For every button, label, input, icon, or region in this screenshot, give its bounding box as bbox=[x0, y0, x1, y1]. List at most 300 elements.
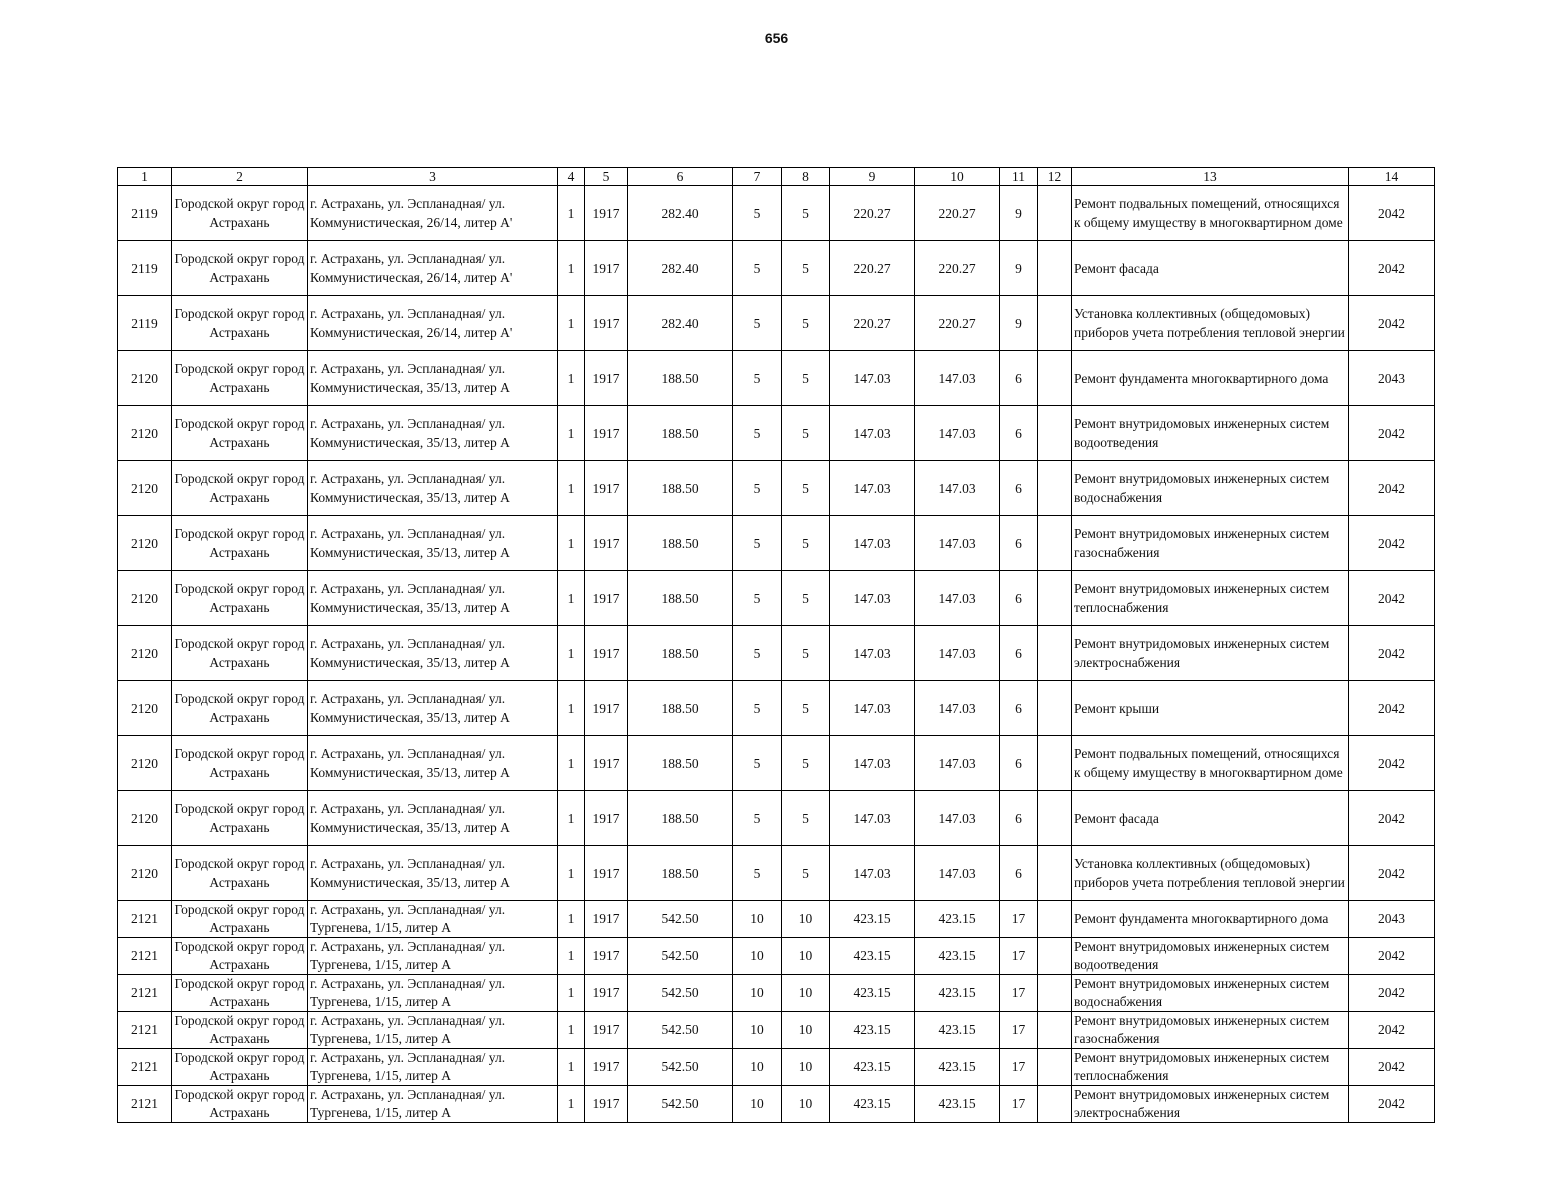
area-cell: 188.50 bbox=[628, 626, 733, 681]
col7-cell: 5 bbox=[733, 681, 782, 736]
col12-cell bbox=[1038, 351, 1072, 406]
col12-cell bbox=[1038, 1049, 1072, 1086]
year-cell: 1917 bbox=[585, 186, 628, 241]
col9-cell: 220.27 bbox=[830, 241, 915, 296]
table-row bbox=[118, 296, 1435, 351]
col10-cell: 147.03 bbox=[915, 791, 1000, 846]
municipality-cell: Городской округ город Астрахань bbox=[172, 296, 308, 351]
address-cell: г. Астрахань, ул. Эспланадная/ ул. Коммунистическая, 35/13, литер А bbox=[308, 846, 558, 901]
col12-cell bbox=[1038, 736, 1072, 791]
plan-year-cell: 2043 bbox=[1349, 901, 1435, 938]
plan-year-cell: 2042 bbox=[1349, 1086, 1435, 1123]
row-number-cell: 2119 bbox=[118, 241, 172, 296]
work-type-cell: Ремонт внутридомовых инженерных систем водоотведения bbox=[1072, 406, 1349, 461]
municipality-cell: Городской округ город Астрахань bbox=[172, 461, 308, 516]
col10-cell: 220.27 bbox=[915, 296, 1000, 351]
col7-cell: 5 bbox=[733, 351, 782, 406]
column-header-5: 5 bbox=[585, 168, 628, 186]
col11-cell: 17 bbox=[1000, 1049, 1038, 1086]
col8-cell: 5 bbox=[782, 626, 830, 681]
col9-cell: 147.03 bbox=[830, 846, 915, 901]
col8-cell: 5 bbox=[782, 571, 830, 626]
col10-cell: 147.03 bbox=[915, 626, 1000, 681]
col8-cell: 5 bbox=[782, 461, 830, 516]
col9-cell: 147.03 bbox=[830, 461, 915, 516]
col12-cell bbox=[1038, 846, 1072, 901]
table-row bbox=[118, 846, 1435, 901]
row-number-cell: 2120 bbox=[118, 626, 172, 681]
col12-cell bbox=[1038, 681, 1072, 736]
col9-cell: 423.15 bbox=[830, 975, 915, 1012]
municipality-cell: Городской округ город Астрахань bbox=[172, 681, 308, 736]
work-type-cell: Ремонт внутридомовых инженерных систем водоснабжения bbox=[1072, 975, 1349, 1012]
table-row bbox=[118, 975, 1435, 1012]
plan-year-cell: 2042 bbox=[1349, 975, 1435, 1012]
address-cell: г. Астрахань, ул. Эспланадная/ ул. Коммунистическая, 35/13, литер А bbox=[308, 351, 558, 406]
year-cell: 1917 bbox=[585, 461, 628, 516]
year-cell: 1917 bbox=[585, 241, 628, 296]
col4-cell: 1 bbox=[558, 516, 585, 571]
address-cell: г. Астрахань, ул. Эспланадная/ ул. Коммунистическая, 26/14, литер А' bbox=[308, 241, 558, 296]
col7-cell: 5 bbox=[733, 241, 782, 296]
col9-cell: 147.03 bbox=[830, 571, 915, 626]
col11-cell: 6 bbox=[1000, 681, 1038, 736]
column-header-9: 9 bbox=[830, 168, 915, 186]
municipality-cell: Городской округ город Астрахань bbox=[172, 241, 308, 296]
col12-cell bbox=[1038, 1086, 1072, 1123]
col9-cell: 423.15 bbox=[830, 1086, 915, 1123]
col9-cell: 147.03 bbox=[830, 681, 915, 736]
col11-cell: 6 bbox=[1000, 846, 1038, 901]
year-cell: 1917 bbox=[585, 736, 628, 791]
table-row bbox=[118, 901, 1435, 938]
row-number-cell: 2120 bbox=[118, 791, 172, 846]
address-cell: г. Астрахань, ул. Эспланадная/ ул. Тургенева, 1/15, литер А bbox=[308, 938, 558, 975]
area-cell: 188.50 bbox=[628, 571, 733, 626]
address-cell: г. Астрахань, ул. Эспланадная/ ул. Коммунистическая, 35/13, литер А bbox=[308, 406, 558, 461]
col4-cell: 1 bbox=[558, 1012, 585, 1049]
col12-cell bbox=[1038, 938, 1072, 975]
work-type-cell: Установка коллективных (общедомовых) приборов учета потребления тепловой энергии bbox=[1072, 296, 1349, 351]
area-cell: 542.50 bbox=[628, 975, 733, 1012]
area-cell: 188.50 bbox=[628, 351, 733, 406]
col10-cell: 423.15 bbox=[915, 1086, 1000, 1123]
col9-cell: 147.03 bbox=[830, 626, 915, 681]
column-header-10: 10 bbox=[915, 168, 1000, 186]
work-type-cell: Ремонт фасада bbox=[1072, 241, 1349, 296]
row-number-cell: 2120 bbox=[118, 406, 172, 461]
col4-cell: 1 bbox=[558, 626, 585, 681]
address-cell: г. Астрахань, ул. Эспланадная/ ул. Коммунистическая, 26/14, литер А' bbox=[308, 186, 558, 241]
col9-cell: 220.27 bbox=[830, 186, 915, 241]
col4-cell: 1 bbox=[558, 406, 585, 461]
col8-cell: 5 bbox=[782, 736, 830, 791]
row-number-cell: 2119 bbox=[118, 186, 172, 241]
col8-cell: 5 bbox=[782, 406, 830, 461]
col7-cell: 10 bbox=[733, 975, 782, 1012]
work-type-cell: Ремонт внутридомовых инженерных систем водоснабжения bbox=[1072, 461, 1349, 516]
year-cell: 1917 bbox=[585, 1049, 628, 1086]
col4-cell: 1 bbox=[558, 186, 585, 241]
column-header-3: 3 bbox=[308, 168, 558, 186]
address-cell: г. Астрахань, ул. Эспланадная/ ул. Коммунистическая, 35/13, литер А bbox=[308, 571, 558, 626]
col8-cell: 5 bbox=[782, 296, 830, 351]
col11-cell: 9 bbox=[1000, 241, 1038, 296]
col7-cell: 10 bbox=[733, 1012, 782, 1049]
area-cell: 188.50 bbox=[628, 736, 733, 791]
work-type-cell: Ремонт внутридомовых инженерных систем газоснабжения bbox=[1072, 516, 1349, 571]
year-cell: 1917 bbox=[585, 846, 628, 901]
column-header-7: 7 bbox=[733, 168, 782, 186]
col10-cell: 147.03 bbox=[915, 681, 1000, 736]
col12-cell bbox=[1038, 406, 1072, 461]
address-cell: г. Астрахань, ул. Эспланадная/ ул. Коммунистическая, 35/13, литер А bbox=[308, 516, 558, 571]
row-number-cell: 2121 bbox=[118, 1049, 172, 1086]
col7-cell: 10 bbox=[733, 1049, 782, 1086]
col7-cell: 5 bbox=[733, 571, 782, 626]
column-header-13: 13 bbox=[1072, 168, 1349, 186]
col11-cell: 6 bbox=[1000, 736, 1038, 791]
col11-cell: 6 bbox=[1000, 351, 1038, 406]
plan-year-cell: 2042 bbox=[1349, 681, 1435, 736]
col11-cell: 6 bbox=[1000, 516, 1038, 571]
table-row bbox=[118, 186, 1435, 241]
col8-cell: 5 bbox=[782, 351, 830, 406]
col4-cell: 1 bbox=[558, 975, 585, 1012]
col4-cell: 1 bbox=[558, 351, 585, 406]
col9-cell: 147.03 bbox=[830, 406, 915, 461]
table-row bbox=[118, 1049, 1435, 1086]
col12-cell bbox=[1038, 571, 1072, 626]
table-row bbox=[118, 1012, 1435, 1049]
address-cell: г. Астрахань, ул. Эспланадная/ ул. Тургенева, 1/15, литер А bbox=[308, 1049, 558, 1086]
work-type-cell: Ремонт фундамента многоквартирного дома bbox=[1072, 351, 1349, 406]
table-body bbox=[118, 186, 1435, 1123]
municipality-cell: Городской округ город Астрахань bbox=[172, 516, 308, 571]
col7-cell: 5 bbox=[733, 736, 782, 791]
column-header-6: 6 bbox=[628, 168, 733, 186]
col10-cell: 147.03 bbox=[915, 406, 1000, 461]
col4-cell: 1 bbox=[558, 296, 585, 351]
col9-cell: 423.15 bbox=[830, 938, 915, 975]
col7-cell: 5 bbox=[733, 296, 782, 351]
col12-cell bbox=[1038, 516, 1072, 571]
column-header-14: 14 bbox=[1349, 168, 1435, 186]
municipality-cell: Городской округ город Астрахань bbox=[172, 975, 308, 1012]
municipality-cell: Городской округ город Астрахань bbox=[172, 571, 308, 626]
work-type-cell: Ремонт внутридомовых инженерных систем газоснабжения bbox=[1072, 1012, 1349, 1049]
table-row bbox=[118, 736, 1435, 791]
col11-cell: 17 bbox=[1000, 938, 1038, 975]
area-cell: 282.40 bbox=[628, 241, 733, 296]
row-number-cell: 2121 bbox=[118, 901, 172, 938]
col8-cell: 5 bbox=[782, 186, 830, 241]
col12-cell bbox=[1038, 296, 1072, 351]
municipality-cell: Городской округ город Астрахань bbox=[172, 186, 308, 241]
work-type-cell: Ремонт внутридомовых инженерных систем теплоснабжения bbox=[1072, 571, 1349, 626]
col11-cell: 6 bbox=[1000, 406, 1038, 461]
work-type-cell: Ремонт подвальных помещений, относящихся к общему имуществу в многоквартирном доме bbox=[1072, 736, 1349, 791]
row-number-cell: 2121 bbox=[118, 1012, 172, 1049]
year-cell: 1917 bbox=[585, 571, 628, 626]
col4-cell: 1 bbox=[558, 681, 585, 736]
col10-cell: 220.27 bbox=[915, 186, 1000, 241]
col8-cell: 10 bbox=[782, 938, 830, 975]
col12-cell bbox=[1038, 626, 1072, 681]
col7-cell: 10 bbox=[733, 901, 782, 938]
col10-cell: 147.03 bbox=[915, 846, 1000, 901]
area-cell: 188.50 bbox=[628, 516, 733, 571]
work-type-cell: Ремонт крыши bbox=[1072, 681, 1349, 736]
col8-cell: 5 bbox=[782, 681, 830, 736]
work-type-cell: Ремонт фундамента многоквартирного дома bbox=[1072, 901, 1349, 938]
table-row bbox=[118, 406, 1435, 461]
work-type-cell: Ремонт внутридомовых инженерных систем теплоснабжения bbox=[1072, 1049, 1349, 1086]
address-cell: г. Астрахань, ул. Эспланадная/ ул. Тургенева, 1/15, литер А bbox=[308, 1012, 558, 1049]
col4-cell: 1 bbox=[558, 1086, 585, 1123]
col12-cell bbox=[1038, 241, 1072, 296]
plan-year-cell: 2042 bbox=[1349, 736, 1435, 791]
col7-cell: 5 bbox=[733, 626, 782, 681]
col11-cell: 9 bbox=[1000, 296, 1038, 351]
col10-cell: 147.03 bbox=[915, 351, 1000, 406]
row-number-cell: 2120 bbox=[118, 846, 172, 901]
area-cell: 188.50 bbox=[628, 461, 733, 516]
col7-cell: 5 bbox=[733, 186, 782, 241]
plan-year-cell: 2042 bbox=[1349, 791, 1435, 846]
column-header-1: 1 bbox=[118, 168, 172, 186]
col10-cell: 147.03 bbox=[915, 571, 1000, 626]
page-number: 656 bbox=[764, 30, 789, 46]
plan-year-cell: 2042 bbox=[1349, 516, 1435, 571]
col10-cell: 423.15 bbox=[915, 975, 1000, 1012]
plan-year-cell: 2042 bbox=[1349, 461, 1435, 516]
plan-year-cell: 2042 bbox=[1349, 241, 1435, 296]
col11-cell: 6 bbox=[1000, 461, 1038, 516]
col11-cell: 17 bbox=[1000, 1086, 1038, 1123]
area-cell: 542.50 bbox=[628, 901, 733, 938]
row-number-cell: 2120 bbox=[118, 461, 172, 516]
work-type-cell: Ремонт фасада bbox=[1072, 791, 1349, 846]
plan-year-cell: 2042 bbox=[1349, 296, 1435, 351]
col8-cell: 10 bbox=[782, 901, 830, 938]
col7-cell: 10 bbox=[733, 938, 782, 975]
col11-cell: 17 bbox=[1000, 901, 1038, 938]
area-cell: 542.50 bbox=[628, 1086, 733, 1123]
col8-cell: 10 bbox=[782, 1086, 830, 1123]
col12-cell bbox=[1038, 1012, 1072, 1049]
row-number-cell: 2120 bbox=[118, 351, 172, 406]
col10-cell: 423.15 bbox=[915, 938, 1000, 975]
work-type-cell: Ремонт внутридомовых инженерных систем электроснабжения bbox=[1072, 1086, 1349, 1123]
col9-cell: 423.15 bbox=[830, 1012, 915, 1049]
col11-cell: 6 bbox=[1000, 571, 1038, 626]
area-cell: 188.50 bbox=[628, 406, 733, 461]
plan-year-cell: 2042 bbox=[1349, 406, 1435, 461]
col4-cell: 1 bbox=[558, 846, 585, 901]
col12-cell bbox=[1038, 461, 1072, 516]
row-number-cell: 2121 bbox=[118, 1086, 172, 1123]
col8-cell: 5 bbox=[782, 516, 830, 571]
row-number-cell: 2120 bbox=[118, 681, 172, 736]
work-type-cell: Ремонт подвальных помещений, относящихся к общему имуществу в многоквартирном доме bbox=[1072, 186, 1349, 241]
col11-cell: 9 bbox=[1000, 186, 1038, 241]
row-number-cell: 2121 bbox=[118, 938, 172, 975]
row-number-cell: 2120 bbox=[118, 736, 172, 791]
table-row bbox=[118, 1086, 1435, 1123]
address-cell: г. Астрахань, ул. Эспланадная/ ул. Коммунистическая, 35/13, литер А bbox=[308, 626, 558, 681]
table-row bbox=[118, 516, 1435, 571]
year-cell: 1917 bbox=[585, 626, 628, 681]
col12-cell bbox=[1038, 186, 1072, 241]
col8-cell: 5 bbox=[782, 791, 830, 846]
year-cell: 1917 bbox=[585, 1086, 628, 1123]
table-row bbox=[118, 681, 1435, 736]
table-row bbox=[118, 571, 1435, 626]
plan-year-cell: 2042 bbox=[1349, 571, 1435, 626]
address-cell: г. Астрахань, ул. Эспланадная/ ул. Тургенева, 1/15, литер А bbox=[308, 975, 558, 1012]
col9-cell: 147.03 bbox=[830, 791, 915, 846]
column-header-4: 4 bbox=[558, 168, 585, 186]
col11-cell: 6 bbox=[1000, 626, 1038, 681]
col10-cell: 147.03 bbox=[915, 516, 1000, 571]
col8-cell: 10 bbox=[782, 975, 830, 1012]
col8-cell: 10 bbox=[782, 1012, 830, 1049]
area-cell: 542.50 bbox=[628, 1049, 733, 1086]
municipality-cell: Городской округ город Астрахань bbox=[172, 1086, 308, 1123]
year-cell: 1917 bbox=[585, 1012, 628, 1049]
col11-cell: 6 bbox=[1000, 791, 1038, 846]
work-type-cell: Ремонт внутридомовых инженерных систем водоотведения bbox=[1072, 938, 1349, 975]
col10-cell: 147.03 bbox=[915, 736, 1000, 791]
year-cell: 1917 bbox=[585, 975, 628, 1012]
year-cell: 1917 bbox=[585, 406, 628, 461]
area-cell: 188.50 bbox=[628, 846, 733, 901]
col4-cell: 1 bbox=[558, 571, 585, 626]
address-cell: г. Астрахань, ул. Эспланадная/ ул. Коммунистическая, 26/14, литер А' bbox=[308, 296, 558, 351]
year-cell: 1917 bbox=[585, 516, 628, 571]
col10-cell: 423.15 bbox=[915, 1012, 1000, 1049]
col12-cell bbox=[1038, 975, 1072, 1012]
address-cell: г. Астрахань, ул. Эспланадная/ ул. Коммунистическая, 35/13, литер А bbox=[308, 461, 558, 516]
plan-year-cell: 2043 bbox=[1349, 351, 1435, 406]
col4-cell: 1 bbox=[558, 1049, 585, 1086]
area-cell: 188.50 bbox=[628, 791, 733, 846]
col4-cell: 1 bbox=[558, 241, 585, 296]
municipality-cell: Городской округ город Астрахань bbox=[172, 736, 308, 791]
header-row bbox=[118, 168, 1435, 186]
col4-cell: 1 bbox=[558, 901, 585, 938]
col7-cell: 5 bbox=[733, 846, 782, 901]
table-row bbox=[118, 241, 1435, 296]
address-cell: г. Астрахань, ул. Эспланадная/ ул. Коммунистическая, 35/13, литер А bbox=[308, 681, 558, 736]
col4-cell: 1 bbox=[558, 938, 585, 975]
municipality-cell: Городской округ город Астрахань bbox=[172, 846, 308, 901]
col9-cell: 423.15 bbox=[830, 1049, 915, 1086]
plan-year-cell: 2042 bbox=[1349, 1012, 1435, 1049]
column-header-8: 8 bbox=[782, 168, 830, 186]
municipality-cell: Городской округ город Астрахань bbox=[172, 351, 308, 406]
table-row bbox=[118, 938, 1435, 975]
column-header-2: 2 bbox=[172, 168, 308, 186]
table-row bbox=[118, 461, 1435, 516]
col7-cell: 5 bbox=[733, 516, 782, 571]
col7-cell: 5 bbox=[733, 791, 782, 846]
col9-cell: 147.03 bbox=[830, 351, 915, 406]
col9-cell: 147.03 bbox=[830, 736, 915, 791]
col9-cell: 147.03 bbox=[830, 516, 915, 571]
row-number-cell: 2120 bbox=[118, 516, 172, 571]
area-cell: 542.50 bbox=[628, 938, 733, 975]
year-cell: 1917 bbox=[585, 938, 628, 975]
area-cell: 188.50 bbox=[628, 681, 733, 736]
col11-cell: 17 bbox=[1000, 975, 1038, 1012]
plan-year-cell: 2042 bbox=[1349, 938, 1435, 975]
row-number-cell: 2120 bbox=[118, 571, 172, 626]
col4-cell: 1 bbox=[558, 461, 585, 516]
work-type-cell: Установка коллективных (общедомовых) приборов учета потребления тепловой энергии bbox=[1072, 846, 1349, 901]
col8-cell: 5 bbox=[782, 846, 830, 901]
municipality-cell: Городской округ город Астрахань bbox=[172, 626, 308, 681]
plan-year-cell: 2042 bbox=[1349, 846, 1435, 901]
col12-cell bbox=[1038, 791, 1072, 846]
municipality-cell: Городской округ город Астрахань bbox=[172, 938, 308, 975]
col9-cell: 220.27 bbox=[830, 296, 915, 351]
area-cell: 282.40 bbox=[628, 296, 733, 351]
column-header-11: 11 bbox=[1000, 168, 1038, 186]
municipality-cell: Городской округ город Астрахань bbox=[172, 1049, 308, 1086]
col10-cell: 423.15 bbox=[915, 901, 1000, 938]
col4-cell: 1 bbox=[558, 791, 585, 846]
col10-cell: 423.15 bbox=[915, 1049, 1000, 1086]
work-type-cell: Ремонт внутридомовых инженерных систем электроснабжения bbox=[1072, 626, 1349, 681]
year-cell: 1917 bbox=[585, 296, 628, 351]
plan-year-cell: 2042 bbox=[1349, 1049, 1435, 1086]
col12-cell bbox=[1038, 901, 1072, 938]
col8-cell: 5 bbox=[782, 241, 830, 296]
col10-cell: 147.03 bbox=[915, 461, 1000, 516]
area-cell: 282.40 bbox=[628, 186, 733, 241]
year-cell: 1917 bbox=[585, 351, 628, 406]
registry-table bbox=[117, 167, 1435, 1123]
row-number-cell: 2119 bbox=[118, 296, 172, 351]
col7-cell: 10 bbox=[733, 1086, 782, 1123]
address-cell: г. Астрахань, ул. Эспланадная/ ул. Коммунистическая, 35/13, литер А bbox=[308, 791, 558, 846]
table-row bbox=[118, 626, 1435, 681]
municipality-cell: Городской округ город Астрахань bbox=[172, 1012, 308, 1049]
year-cell: 1917 bbox=[585, 791, 628, 846]
column-header-12: 12 bbox=[1038, 168, 1072, 186]
municipality-cell: Городской округ город Астрахань bbox=[172, 791, 308, 846]
col11-cell: 17 bbox=[1000, 1012, 1038, 1049]
address-cell: г. Астрахань, ул. Эспланадная/ ул. Тургенева, 1/15, литер А bbox=[308, 1086, 558, 1123]
municipality-cell: Городской округ город Астрахань bbox=[172, 901, 308, 938]
col7-cell: 5 bbox=[733, 406, 782, 461]
col8-cell: 10 bbox=[782, 1049, 830, 1086]
table-row bbox=[118, 791, 1435, 846]
address-cell: г. Астрахань, ул. Эспланадная/ ул. Коммунистическая, 35/13, литер А bbox=[308, 736, 558, 791]
table-row bbox=[118, 351, 1435, 406]
year-cell: 1917 bbox=[585, 681, 628, 736]
municipality-cell: Городской округ город Астрахань bbox=[172, 406, 308, 461]
col4-cell: 1 bbox=[558, 736, 585, 791]
plan-year-cell: 2042 bbox=[1349, 186, 1435, 241]
address-cell: г. Астрахань, ул. Эспланадная/ ул. Тургенева, 1/15, литер А bbox=[308, 901, 558, 938]
col9-cell: 423.15 bbox=[830, 901, 915, 938]
area-cell: 542.50 bbox=[628, 1012, 733, 1049]
plan-year-cell: 2042 bbox=[1349, 626, 1435, 681]
col10-cell: 220.27 bbox=[915, 241, 1000, 296]
